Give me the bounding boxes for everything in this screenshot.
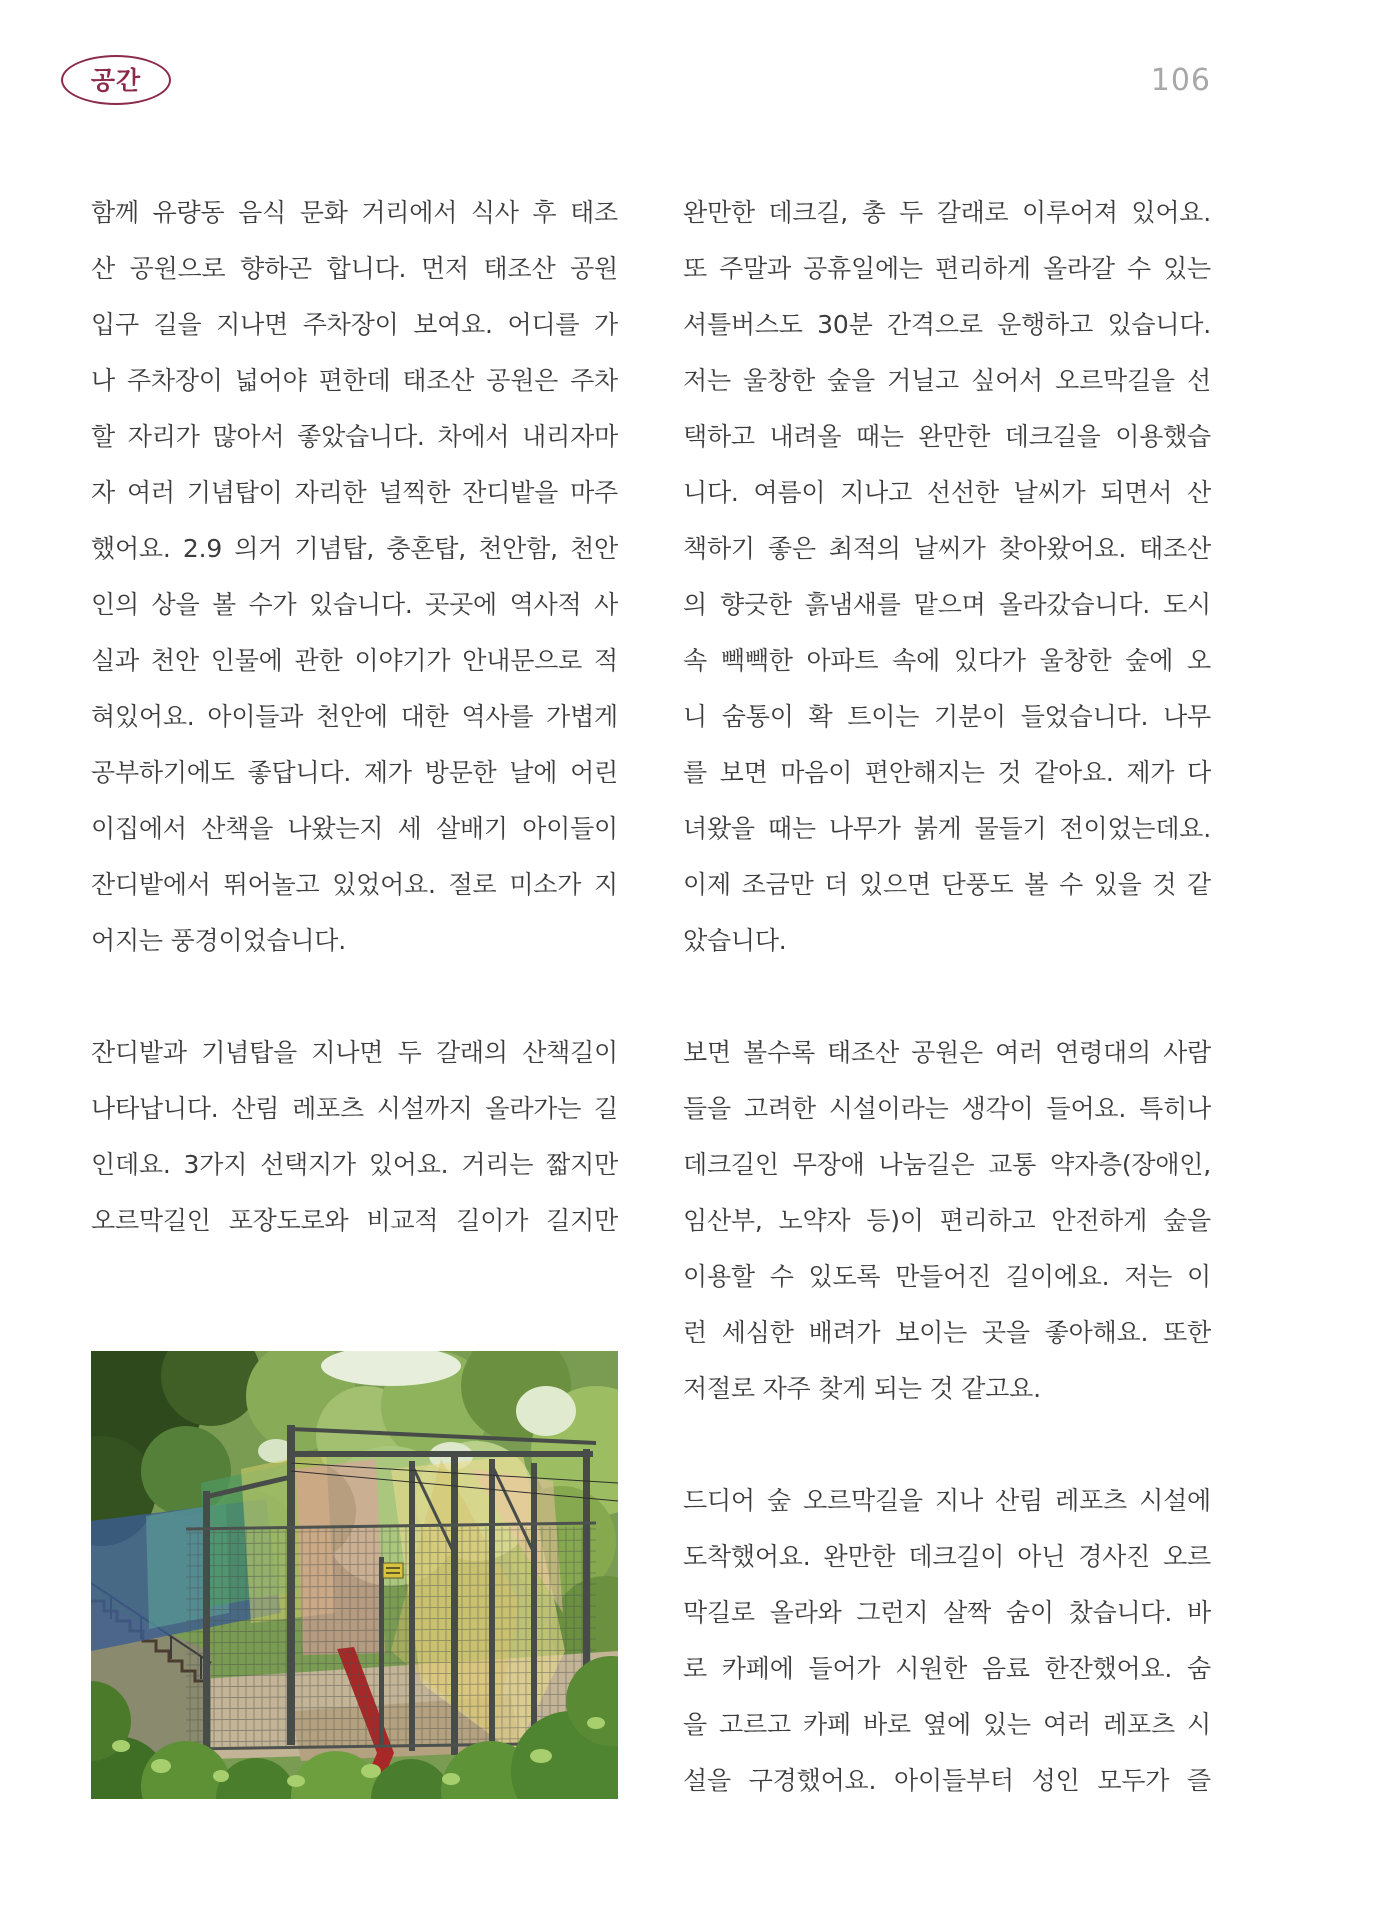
frame-post (451, 1455, 458, 1755)
pink-net (296, 1459, 385, 1655)
text-line: 택하고 내려올 때는 완만한 데크길을 이용했습 (683, 422, 1211, 451)
paragraph (683, 1025, 1211, 1417)
page-number: 106 (1150, 63, 1211, 98)
text-line: 인의 상을 볼 수가 있습니다. 곳곳에 역사적 사 (91, 590, 618, 619)
leaf-highlight (287, 1775, 305, 1787)
text-line: 로 카페에 들어가 시원한 음료 한잔했어요. 숨 (683, 1654, 1211, 1683)
leaf-highlight (442, 1773, 460, 1785)
text-line: 았습니다. (683, 926, 787, 955)
text-line: 니 숨통이 확 트이는 기분이 들었습니다. 나무 (683, 702, 1211, 731)
text-line: 임산부, 노약자 등)이 편리하고 안전하게 숲을 (683, 1206, 1211, 1235)
text-line: 나 주차장이 넓어야 편한데 태조산 공원은 주차 (91, 366, 618, 395)
text-line: 완만한 데크길, 총 두 갈래로 이루어져 있어요. (683, 198, 1211, 227)
leaf-highlight (530, 1749, 552, 1763)
frame-top-beam (287, 1451, 593, 1457)
text-line: 막길로 올라와 그런지 살짝 숨이 찼습니다. 바 (683, 1598, 1211, 1627)
left-text-column (91, 185, 618, 1285)
paragraph (91, 185, 618, 969)
text-line: 이집에서 산책을 나왔는지 세 살배기 아이들이 (91, 814, 618, 843)
text-line: 함께 유량동 음식 문화 거리에서 식사 후 태조 (91, 198, 618, 227)
text-line: 인데요. 3가지 선택지가 있어요. 거리는 짧지만 (91, 1150, 618, 1179)
paragraph (683, 1473, 1211, 1809)
text-line: 니다. 여름이 지나고 선선한 날씨가 되면서 산 (683, 478, 1211, 507)
leaf-highlight (587, 1717, 605, 1729)
text-line: 드디어 숲 오르막길을 지나 산림 레포츠 시설에 (683, 1486, 1211, 1515)
paragraph (683, 185, 1211, 969)
text-line: 책하기 좋은 최적의 날씨가 찾아왔어요. 태조산 (683, 534, 1211, 563)
text-line: 잔디밭에서 뛰어놀고 있었어요. 절로 미소가 지 (91, 870, 618, 899)
text-line: 자 여러 기념탑이 자리한 널찍한 잔디밭을 마주 (91, 478, 618, 507)
paragraph (91, 1025, 618, 1249)
text-line: 저는 울창한 숲을 거닐고 싶어서 오르막길을 선 (683, 366, 1211, 395)
text-line: 실과 천안 인물에 관한 이야기가 안내문으로 적 (91, 646, 618, 675)
text-line: 속 빽빽한 아파트 속에 있다가 울창한 숲에 오 (683, 646, 1211, 675)
text-line: 설을 구경했어요. 아이들부터 성인 모두가 즐 (683, 1766, 1211, 1795)
park-photo-illustration (91, 1351, 618, 1799)
text-line: 보면 볼수록 태조산 공원은 여러 연령대의 사람 (683, 1038, 1211, 1067)
text-line: 이제 조금만 더 있으면 단풍도 볼 수 있을 것 같 (683, 870, 1211, 899)
text-line: 할 자리가 많아서 좋았습니다. 차에서 내리자마 (91, 422, 618, 451)
text-line: 을 고르고 카페 바로 옆에 있는 여러 레포츠 시 (683, 1710, 1211, 1739)
section-badge-label: 공간 (90, 65, 142, 95)
park-adventure-photo (91, 1351, 618, 1799)
text-line: 공부하기에도 좋답니다. 제가 방문한 날에 어린 (91, 758, 618, 787)
text-line: 나타납니다. 산림 레포츠 시설까지 올라가는 길 (91, 1094, 618, 1123)
text-line: 어지는 풍경이었습니다. (91, 926, 346, 955)
leaf-highlight (213, 1770, 229, 1782)
text-line: 산 공원으로 향하곤 합니다. 먼저 태조산 공원 (91, 254, 618, 283)
warning-sign (383, 1563, 403, 1578)
leaf-highlight (112, 1740, 130, 1752)
leaf-highlight (151, 1759, 171, 1773)
frame-post (203, 1491, 210, 1761)
text-line: 런 세심한 배려가 보이는 곳을 좋아해요. 또한 (683, 1318, 1211, 1347)
text-line: 했어요. 2.9 의거 기념탑, 충혼탑, 천안함, 천안 (91, 534, 618, 563)
text-line: 오르막길인 포장도로와 비교적 길이가 길지만 (91, 1206, 618, 1235)
section-badge (61, 55, 171, 105)
text-line: 저절로 자주 찾게 되는 것 같고요. (683, 1374, 1041, 1403)
text-line: 를 보면 마음이 편안해지는 것 같아요. 제가 다 (683, 758, 1211, 787)
sky-patch (516, 1386, 576, 1436)
text-line: 이용할 수 있도록 만들어진 길이에요. 저는 이 (683, 1262, 1211, 1291)
text-line: 셔틀버스도 30분 간격으로 운행하고 있습니다. (683, 310, 1211, 339)
text-line: 잔디밭과 기념탑을 지나면 두 갈래의 산책길이 (91, 1038, 618, 1067)
text-line: 또 주말과 공휴일에는 편리하게 올라갈 수 있는 (683, 254, 1211, 283)
text-line: 입구 길을 지나면 주차장이 보여요. 어디를 가 (91, 310, 618, 339)
text-line: 의 향긋한 흙냄새를 맡으며 올라갔습니다. 도시 (683, 590, 1211, 619)
text-line: 혀있어요. 아이들과 천안에 대한 역사를 가볍게 (91, 702, 618, 731)
text-line: 도착했어요. 완만한 데크길이 아닌 경사진 오르 (683, 1542, 1211, 1571)
text-line: 녀왔을 때는 나무가 붉게 물들기 전이었는데요. (683, 814, 1211, 843)
leaf-highlight (361, 1764, 381, 1778)
text-line: 데크길인 무장애 나눔길은 교통 약자층(장애인, (683, 1150, 1211, 1179)
right-text-column (683, 185, 1211, 1825)
text-line: 들을 고려한 시설이라는 생각이 들어요. 특히나 (683, 1094, 1211, 1123)
